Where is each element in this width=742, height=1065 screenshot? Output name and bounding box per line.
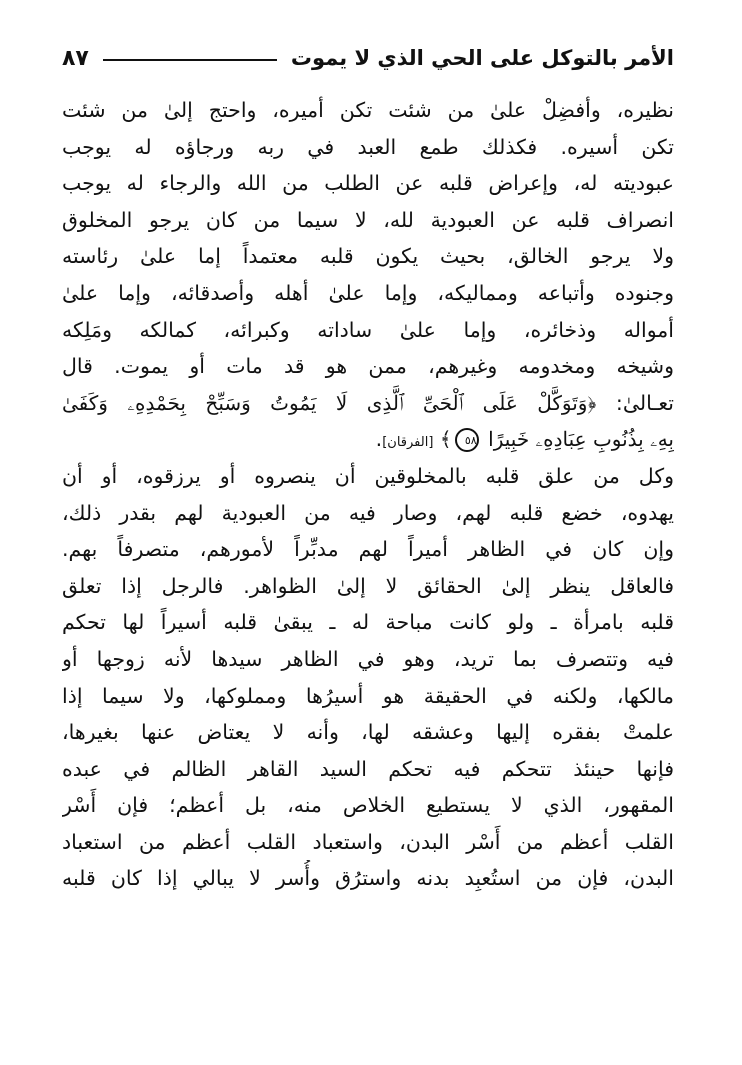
text-line: فالعاقل ينظر إلىٰ الحقائق لا إلىٰ الظواهر. فالرجل إذا تعلق bbox=[62, 573, 674, 598]
text-line: وإن كان في الظاهر أميراً لهم مدبِّراً لأمورهم، متصرفاً بهم. bbox=[62, 537, 674, 562]
quran-verse-text: بِهِۦ بِذُنُوبِ عِبَادِهِۦ خَبِيرًا bbox=[488, 427, 674, 452]
surah-reference: [الفرقان] bbox=[382, 435, 434, 451]
text-line: فيه وتتصرف بما تريد، وهو في الظاهر سيدها لأنه زوجها أو bbox=[62, 646, 674, 671]
body-text bbox=[62, 92, 674, 897]
text-line: نظيره، وأفضِلْ علىٰ من شئت تكن أميره، واحتج إلىٰ من شئت bbox=[62, 98, 674, 122]
text-line: عبوديته له، وإعراض قلبه عن الطلب من الله والرجاء له يوجب bbox=[62, 171, 674, 196]
text-line: تكن أسيره. فكذلك طمع العبد في ربه ورجاؤه له يوجب bbox=[62, 134, 674, 159]
text-line: فإنها حينئذ تتحكم فيه تحكم السيد القاهر الظالم في عبده bbox=[62, 756, 674, 781]
text-line: أمواله وذخائره، وإما علىٰ ساداته وكبرائه، كمالكه ومَلِكه bbox=[62, 317, 674, 342]
text-line: مالكها، ولكنه في الحقيقة هو أسيرُها ومملوكها، ولا سيما إذا bbox=[62, 683, 674, 708]
text-line: قلبه بامرأة ـ ولو كانت مباحة له ـ يبقىٰ قلبه أسيراً لها تحكم bbox=[62, 610, 674, 635]
text-line: المقهور، الذي لا يستطيع الخلاص منه، بل أعظم؛ فإن أَسْر bbox=[62, 793, 674, 818]
quran-close-bracket: ﴾ bbox=[439, 427, 452, 452]
text-line: وجنوده وأتباعه ومماليكه، وإما علىٰ أهله وأصدقائه، وإما علىٰ bbox=[62, 280, 674, 305]
text-line: وكل من علق قلبه بالمخلوقين أن ينصروه أو يرزقوه، أو أن bbox=[62, 463, 674, 488]
sentence-end: . bbox=[375, 427, 383, 452]
text-line: وشيخه ومخدومه وغيرهم، ممن هو قد مات أو يموت. قال bbox=[62, 354, 674, 379]
text-line: القلب أعظم من أَسْر البدن، واستعباد القلب أعظم من استعباد bbox=[62, 829, 674, 854]
quran-intro: تعـالىٰ: bbox=[615, 390, 674, 415]
text-line: يهدوه، خضع قلبه لهم، وصار فيه من العبودية لهم بقدر ذلك، bbox=[62, 500, 674, 525]
header-rule bbox=[103, 59, 277, 61]
running-title: الأمر بالتوكل على الحي الذي لا يموت bbox=[290, 46, 674, 70]
ayah-number-marker: ٥٨ bbox=[455, 428, 479, 452]
quran-verse-text: ﴿وَتَوَكَّلْ عَلَى ٱلْحَىِّ ٱلَّذِى لَا يَمُوتُ وَسَبِّحْ بِحَمْدِهِۦ وَكَفَىٰ bbox=[62, 390, 597, 415]
page-number: ٨٧ bbox=[62, 45, 89, 71]
text-line: ولا يرجو الخالق، بحيث يكون قلبه معتمداً إما علىٰ رئاسته bbox=[62, 244, 674, 269]
quran-verse-line bbox=[62, 385, 674, 422]
page-header bbox=[62, 36, 674, 80]
text-line: انصراف قلبه عن العبودية لله، لا سيما من كان يرجو المخلوق bbox=[62, 207, 674, 232]
quran-verse-line bbox=[62, 421, 674, 458]
text-line: البدن، فإن من استُعبِد بدنه واسترُق وأُسر لا يبالي إذا كان قلبه bbox=[62, 866, 674, 891]
text-line: علمتْ بفقره إليها وعشقه لها، وأنه لا يعتاض عنها بغيرها، bbox=[62, 720, 674, 745]
